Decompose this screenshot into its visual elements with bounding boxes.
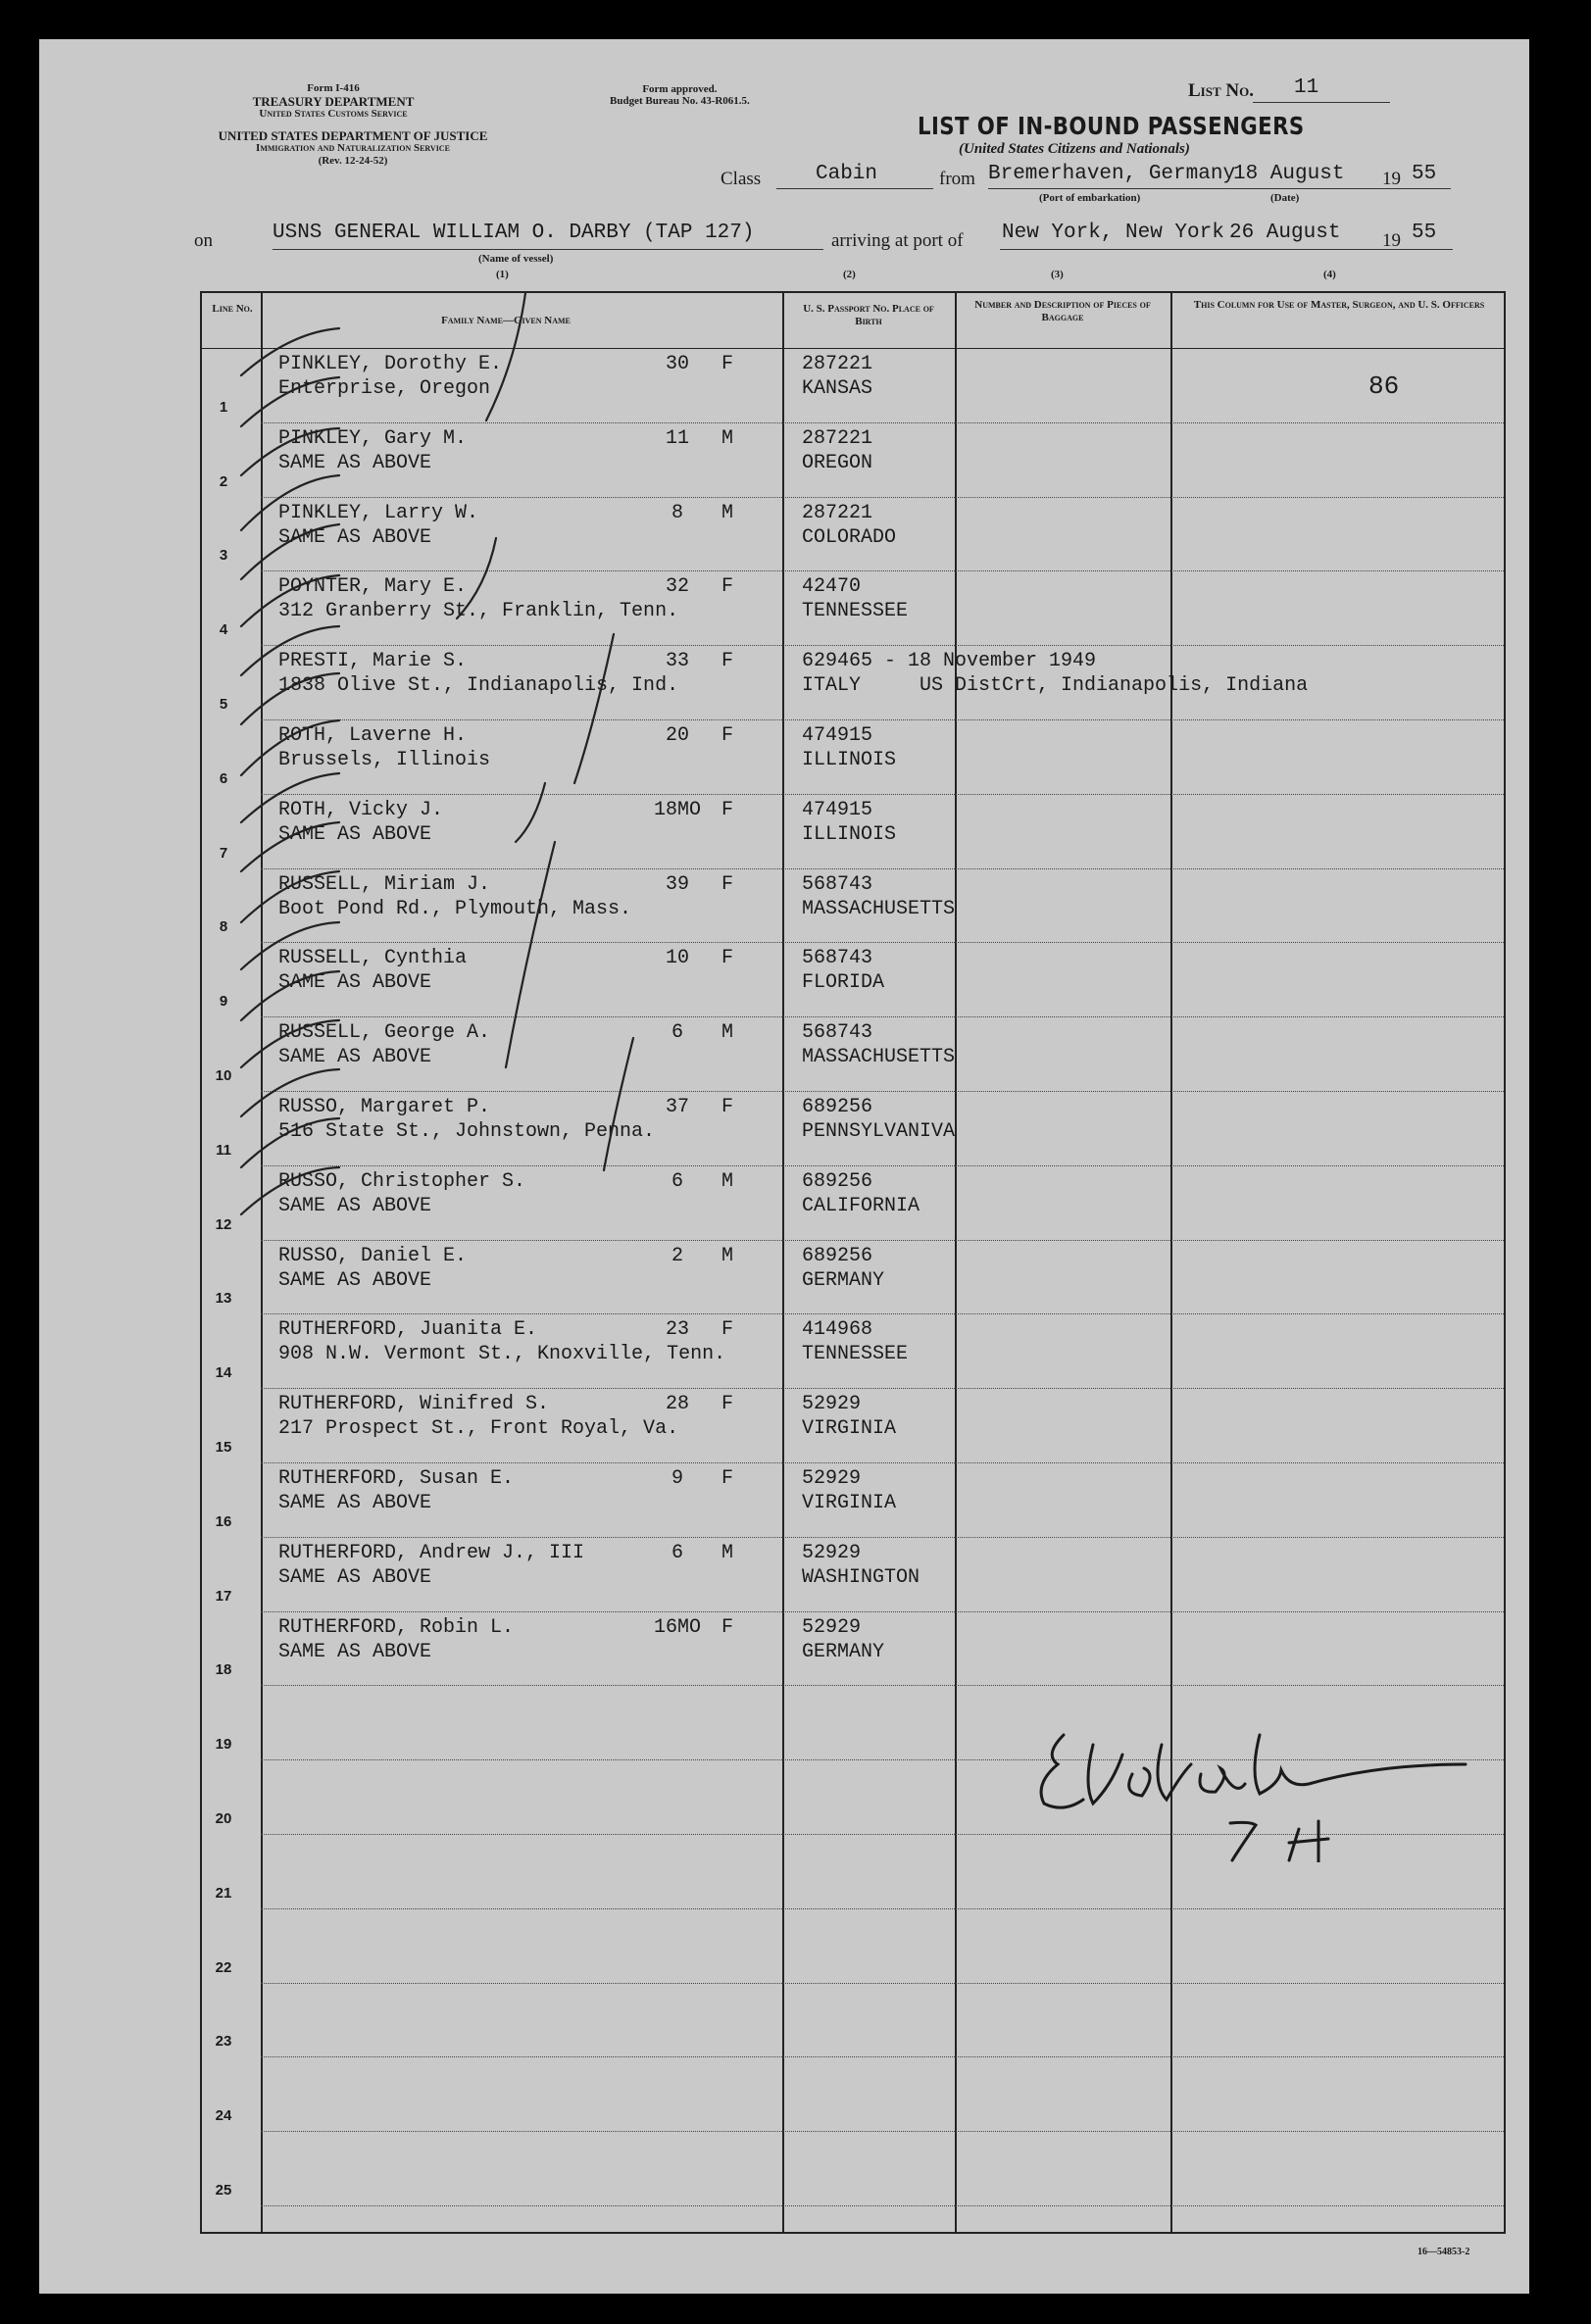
passenger-sex: F	[721, 1096, 734, 1118]
line-number: 4	[219, 621, 228, 639]
passport-number: 42470	[802, 575, 862, 599]
line-number: 17	[215, 1587, 232, 1605]
line-number: 5	[219, 695, 228, 713]
passenger-name: RUSSELL, Cynthia	[278, 947, 468, 970]
passport-number: 52929	[802, 1467, 862, 1490]
passenger-address: SAME AS ABOVE	[278, 1565, 432, 1589]
passenger-age: 28	[665, 1393, 689, 1416]
passenger-sex: M	[721, 1541, 734, 1564]
place-of-birth: VIRGINIA	[802, 1492, 897, 1514]
passport-number: 287221	[802, 426, 873, 450]
passport-number: 287221	[802, 353, 873, 375]
passenger-address: SAME AS ABOVE	[278, 1492, 432, 1514]
place-of-birth: TENNESSEE	[802, 600, 909, 623]
passenger-age: 18MO	[653, 798, 701, 821]
passenger-name: RUSSO, Christopher S.	[278, 1169, 526, 1193]
passenger-name: POYNTER, Mary E.	[278, 575, 468, 599]
passenger-address: SAME AS ABOVE	[278, 1268, 432, 1292]
department-of-justice: UNITED STATES DEPARTMENT OF JUSTICE	[218, 128, 488, 143]
passport-number: 629465 - 18 November 1949	[802, 650, 1097, 673]
place-of-birth: OREGON	[802, 451, 873, 474]
passenger-sex: M	[721, 1169, 734, 1193]
passenger-address: SAME AS ABOVE	[278, 451, 432, 474]
list-no-line	[1253, 102, 1390, 103]
vessel-name: USNS GENERAL WILLIAM O. DARBY (TAP 127)	[273, 222, 755, 244]
vessel-caption: (Name of vessel)	[478, 253, 554, 265]
passenger-sex: F	[721, 353, 734, 375]
passenger-address: 516 State St., Johnstown, Penna.	[278, 1120, 656, 1143]
embarkation-port: Bremerhaven, Germany	[988, 163, 1236, 185]
passenger-address: 1838 Olive St., Indianapolis, Ind.	[278, 674, 679, 698]
budget-bureau: Budget Bureau No. 43-R061.5.	[610, 95, 750, 107]
passport-number: 52929	[802, 1615, 862, 1639]
embarkation-year-prefix: 19	[1382, 169, 1401, 189]
justice-block	[186, 129, 520, 168]
passenger-name: RUTHERFORD, Susan E.	[278, 1467, 515, 1490]
passport-number: 568743	[802, 1021, 873, 1045]
form-approved: Form approved.	[642, 83, 718, 95]
passport-number: 568743	[802, 947, 873, 970]
passenger-name: RUTHERFORD, Andrew J., III	[278, 1541, 585, 1564]
passenger-age: 2	[671, 1244, 683, 1267]
passenger-address: SAME AS ABOVE	[278, 525, 432, 549]
passenger-sex: M	[721, 501, 734, 524]
place-of-birth: FLORIDA	[802, 971, 885, 995]
col-header-officers: This Column for Use of Master, Surgeon, and U. S. Officers	[1193, 299, 1485, 311]
line-number: 12	[215, 1215, 232, 1233]
footer-code: 16—54853-2	[1417, 2247, 1470, 2257]
passenger-sex: F	[721, 650, 734, 673]
line-number: 23	[215, 2033, 232, 2051]
passport-number: 689256	[802, 1169, 873, 1193]
passenger-name: ROTH, Laverne H.	[278, 724, 468, 747]
caption-1: (1)	[496, 269, 509, 280]
passport-number: 689256	[802, 1096, 873, 1118]
treasury-department: TREASURY DEPARTMENT	[252, 94, 415, 109]
line-number: 15	[215, 1438, 232, 1456]
line-number: 9	[219, 993, 228, 1011]
passenger-name: RUSSO, Daniel E.	[278, 1244, 468, 1267]
passport-number: 52929	[802, 1541, 862, 1564]
passenger-address: SAME AS ABOVE	[278, 822, 432, 846]
place-of-birth: VIRGINIA	[802, 1417, 897, 1441]
col-header-name: Family Name—Given Name	[441, 315, 571, 326]
passport-number: 414968	[802, 1318, 873, 1342]
passenger-age: 32	[665, 575, 689, 599]
arrival-date: 26 August	[1229, 222, 1341, 244]
place-of-birth: ITALY US DistCrt, Indianapolis, Indiana	[802, 674, 1309, 698]
col-header-passport: U. S. Passport No. Place of Birth	[803, 303, 934, 327]
passenger-name: RUTHERFORD, Robin L.	[278, 1615, 515, 1639]
line-number: 25	[215, 2181, 232, 2199]
passenger-address: 908 N.W. Vermont St., Knoxville, Tenn.	[278, 1343, 726, 1366]
passenger-age: 6	[671, 1169, 683, 1193]
line-number: 22	[215, 1958, 232, 1976]
approval-block	[610, 83, 750, 107]
class-value: Cabin	[816, 163, 878, 185]
passenger-address: SAME AS ABOVE	[278, 1046, 432, 1069]
place-of-birth: COLORADO	[802, 525, 897, 549]
customs-service: United States Customs Service	[259, 108, 408, 120]
place-of-birth: MASSACHUSETTS	[802, 897, 956, 920]
passenger-age: 20	[665, 724, 689, 747]
passenger-address: Boot Pond Rd., Plymouth, Mass.	[278, 897, 632, 920]
passenger-address: SAME AS ABOVE	[278, 1194, 432, 1217]
passenger-address: SAME AS ABOVE	[278, 1640, 432, 1663]
vessel-line	[273, 249, 823, 250]
class-line	[776, 188, 933, 189]
passport-number: 287221	[802, 501, 873, 524]
line-number: 1	[219, 398, 228, 416]
passenger-age: 16MO	[653, 1615, 701, 1639]
line-number: 24	[215, 2107, 232, 2125]
passenger-name: PINKLEY, Gary M.	[278, 426, 468, 450]
passenger-age: 6	[671, 1021, 683, 1045]
passport-number: 474915	[802, 724, 873, 747]
passenger-sex: M	[721, 426, 734, 450]
arrival-year: 55	[1412, 222, 1437, 244]
arrival-year-prefix: 19	[1382, 230, 1401, 251]
passenger-sex: F	[721, 798, 734, 821]
passport-number: 474915	[802, 798, 873, 821]
on-label: on	[194, 230, 213, 251]
line-number: 13	[215, 1290, 232, 1308]
page-title: LIST OF IN-BOUND PASSENGERS	[918, 112, 1305, 140]
arrival-port: New York, New York	[1002, 222, 1224, 244]
passenger-address: Brussels, Illinois	[278, 749, 491, 771]
passenger-address: 312 Granberry St., Franklin, Tenn.	[278, 600, 679, 623]
passenger-name: RUTHERFORD, Juanita E.	[278, 1318, 538, 1342]
passenger-sex: F	[721, 872, 734, 896]
from-label: from	[939, 169, 975, 189]
caption-2: (2)	[843, 269, 856, 280]
place-of-birth: MASSACHUSETTS	[802, 1046, 956, 1069]
passenger-name: ROTH, Vicky J.	[278, 798, 444, 821]
passenger-sex: F	[721, 575, 734, 599]
line-number: 10	[215, 1066, 232, 1084]
passport-number: 689256	[802, 1244, 873, 1267]
place-of-birth: CALIFORNIA	[802, 1194, 920, 1217]
line-number: 16	[215, 1512, 232, 1530]
date-caption: (Date)	[1270, 192, 1300, 204]
line-number: 6	[219, 769, 228, 787]
page-subtitle: (United States Citizens and Nationals)	[959, 141, 1190, 157]
signature	[1024, 1706, 1475, 1862]
passenger-name: RUTHERFORD, Winifred S.	[278, 1393, 550, 1416]
passenger-sex: M	[721, 1021, 734, 1045]
form-number: Form I-416	[307, 82, 360, 94]
list-no-value: 11	[1294, 76, 1319, 99]
passenger-name: PRESTI, Marie S.	[278, 650, 468, 673]
line-number: 11	[216, 1141, 231, 1159]
pen-tally-marks	[202, 293, 1508, 2236]
passenger-age: 37	[665, 1096, 689, 1118]
list-no-label: List No.	[1188, 80, 1254, 101]
form-header-block	[186, 82, 480, 121]
place-of-birth: KANSAS	[802, 377, 873, 400]
officer-note: 86	[1368, 371, 1400, 401]
passenger-age: 23	[665, 1318, 689, 1342]
passenger-name: RUSSELL, George A.	[278, 1021, 491, 1045]
passenger-sex: M	[721, 1244, 734, 1267]
manifest-sheet	[39, 39, 1529, 2294]
place-of-birth: PENNSYLVANIVA	[802, 1120, 956, 1143]
place-of-birth: GERMANY	[802, 1268, 885, 1292]
passenger-table	[200, 291, 1506, 2234]
col-header-baggage: Number and Description of Pieces of Baggage	[974, 299, 1151, 323]
line-number: 18	[215, 1661, 232, 1679]
line-number: 21	[215, 1884, 232, 1902]
embarkation-date: 18 August	[1233, 163, 1345, 185]
passenger-sex: F	[721, 724, 734, 747]
passenger-age: 9	[671, 1467, 683, 1490]
col-header-line-no: Line No.	[212, 303, 253, 315]
passport-number: 568743	[802, 872, 873, 896]
passenger-age: 33	[665, 650, 689, 673]
passenger-sex: F	[721, 1467, 734, 1490]
line-number: 20	[215, 1809, 232, 1827]
line-number: 7	[219, 844, 228, 862]
place-of-birth: ILLINOIS	[802, 822, 897, 846]
passenger-address: SAME AS ABOVE	[278, 971, 432, 995]
passenger-age: 6	[671, 1541, 683, 1564]
caption-3: (3)	[1051, 269, 1064, 280]
passenger-name: RUSSO, Margaret P.	[278, 1096, 491, 1118]
place-of-birth: TENNESSEE	[802, 1343, 909, 1366]
passenger-name: RUSSELL, Miriam J.	[278, 872, 491, 896]
line-number: 2	[219, 472, 228, 490]
passenger-address: 217 Prospect St., Front Royal, Va.	[278, 1417, 679, 1441]
revision-date: (Rev. 12-24-52)	[318, 155, 388, 167]
passenger-age: 30	[665, 353, 689, 375]
line-number: 19	[215, 1736, 232, 1754]
line-number: 3	[219, 547, 228, 565]
line-number: 8	[219, 918, 228, 936]
passport-number: 52929	[802, 1393, 862, 1416]
ins-service: Immigration and Naturalization Service	[256, 142, 450, 154]
passenger-sex: F	[721, 947, 734, 970]
arriving-label: arriving at port of	[831, 230, 964, 251]
passenger-sex: F	[721, 1615, 734, 1639]
port-caption: (Port of embarkation)	[1039, 192, 1141, 204]
passenger-sex: F	[721, 1318, 734, 1342]
passenger-age: 11	[665, 426, 689, 450]
embarkation-year: 55	[1412, 163, 1437, 185]
passenger-age: 8	[671, 501, 683, 524]
passenger-name: PINKLEY, Larry W.	[278, 501, 479, 524]
passenger-age: 10	[665, 947, 689, 970]
place-of-birth: WASHINGTON	[802, 1565, 920, 1589]
passenger-sex: F	[721, 1393, 734, 1416]
place-of-birth: GERMANY	[802, 1640, 885, 1663]
class-label: Class	[721, 169, 762, 189]
passenger-age: 39	[665, 872, 689, 896]
passenger-address: Enterprise, Oregon	[278, 377, 491, 400]
place-of-birth: ILLINOIS	[802, 749, 897, 771]
line-number: 14	[215, 1364, 232, 1382]
passenger-name: PINKLEY, Dorothy E.	[278, 353, 503, 375]
caption-4: (4)	[1323, 269, 1336, 280]
